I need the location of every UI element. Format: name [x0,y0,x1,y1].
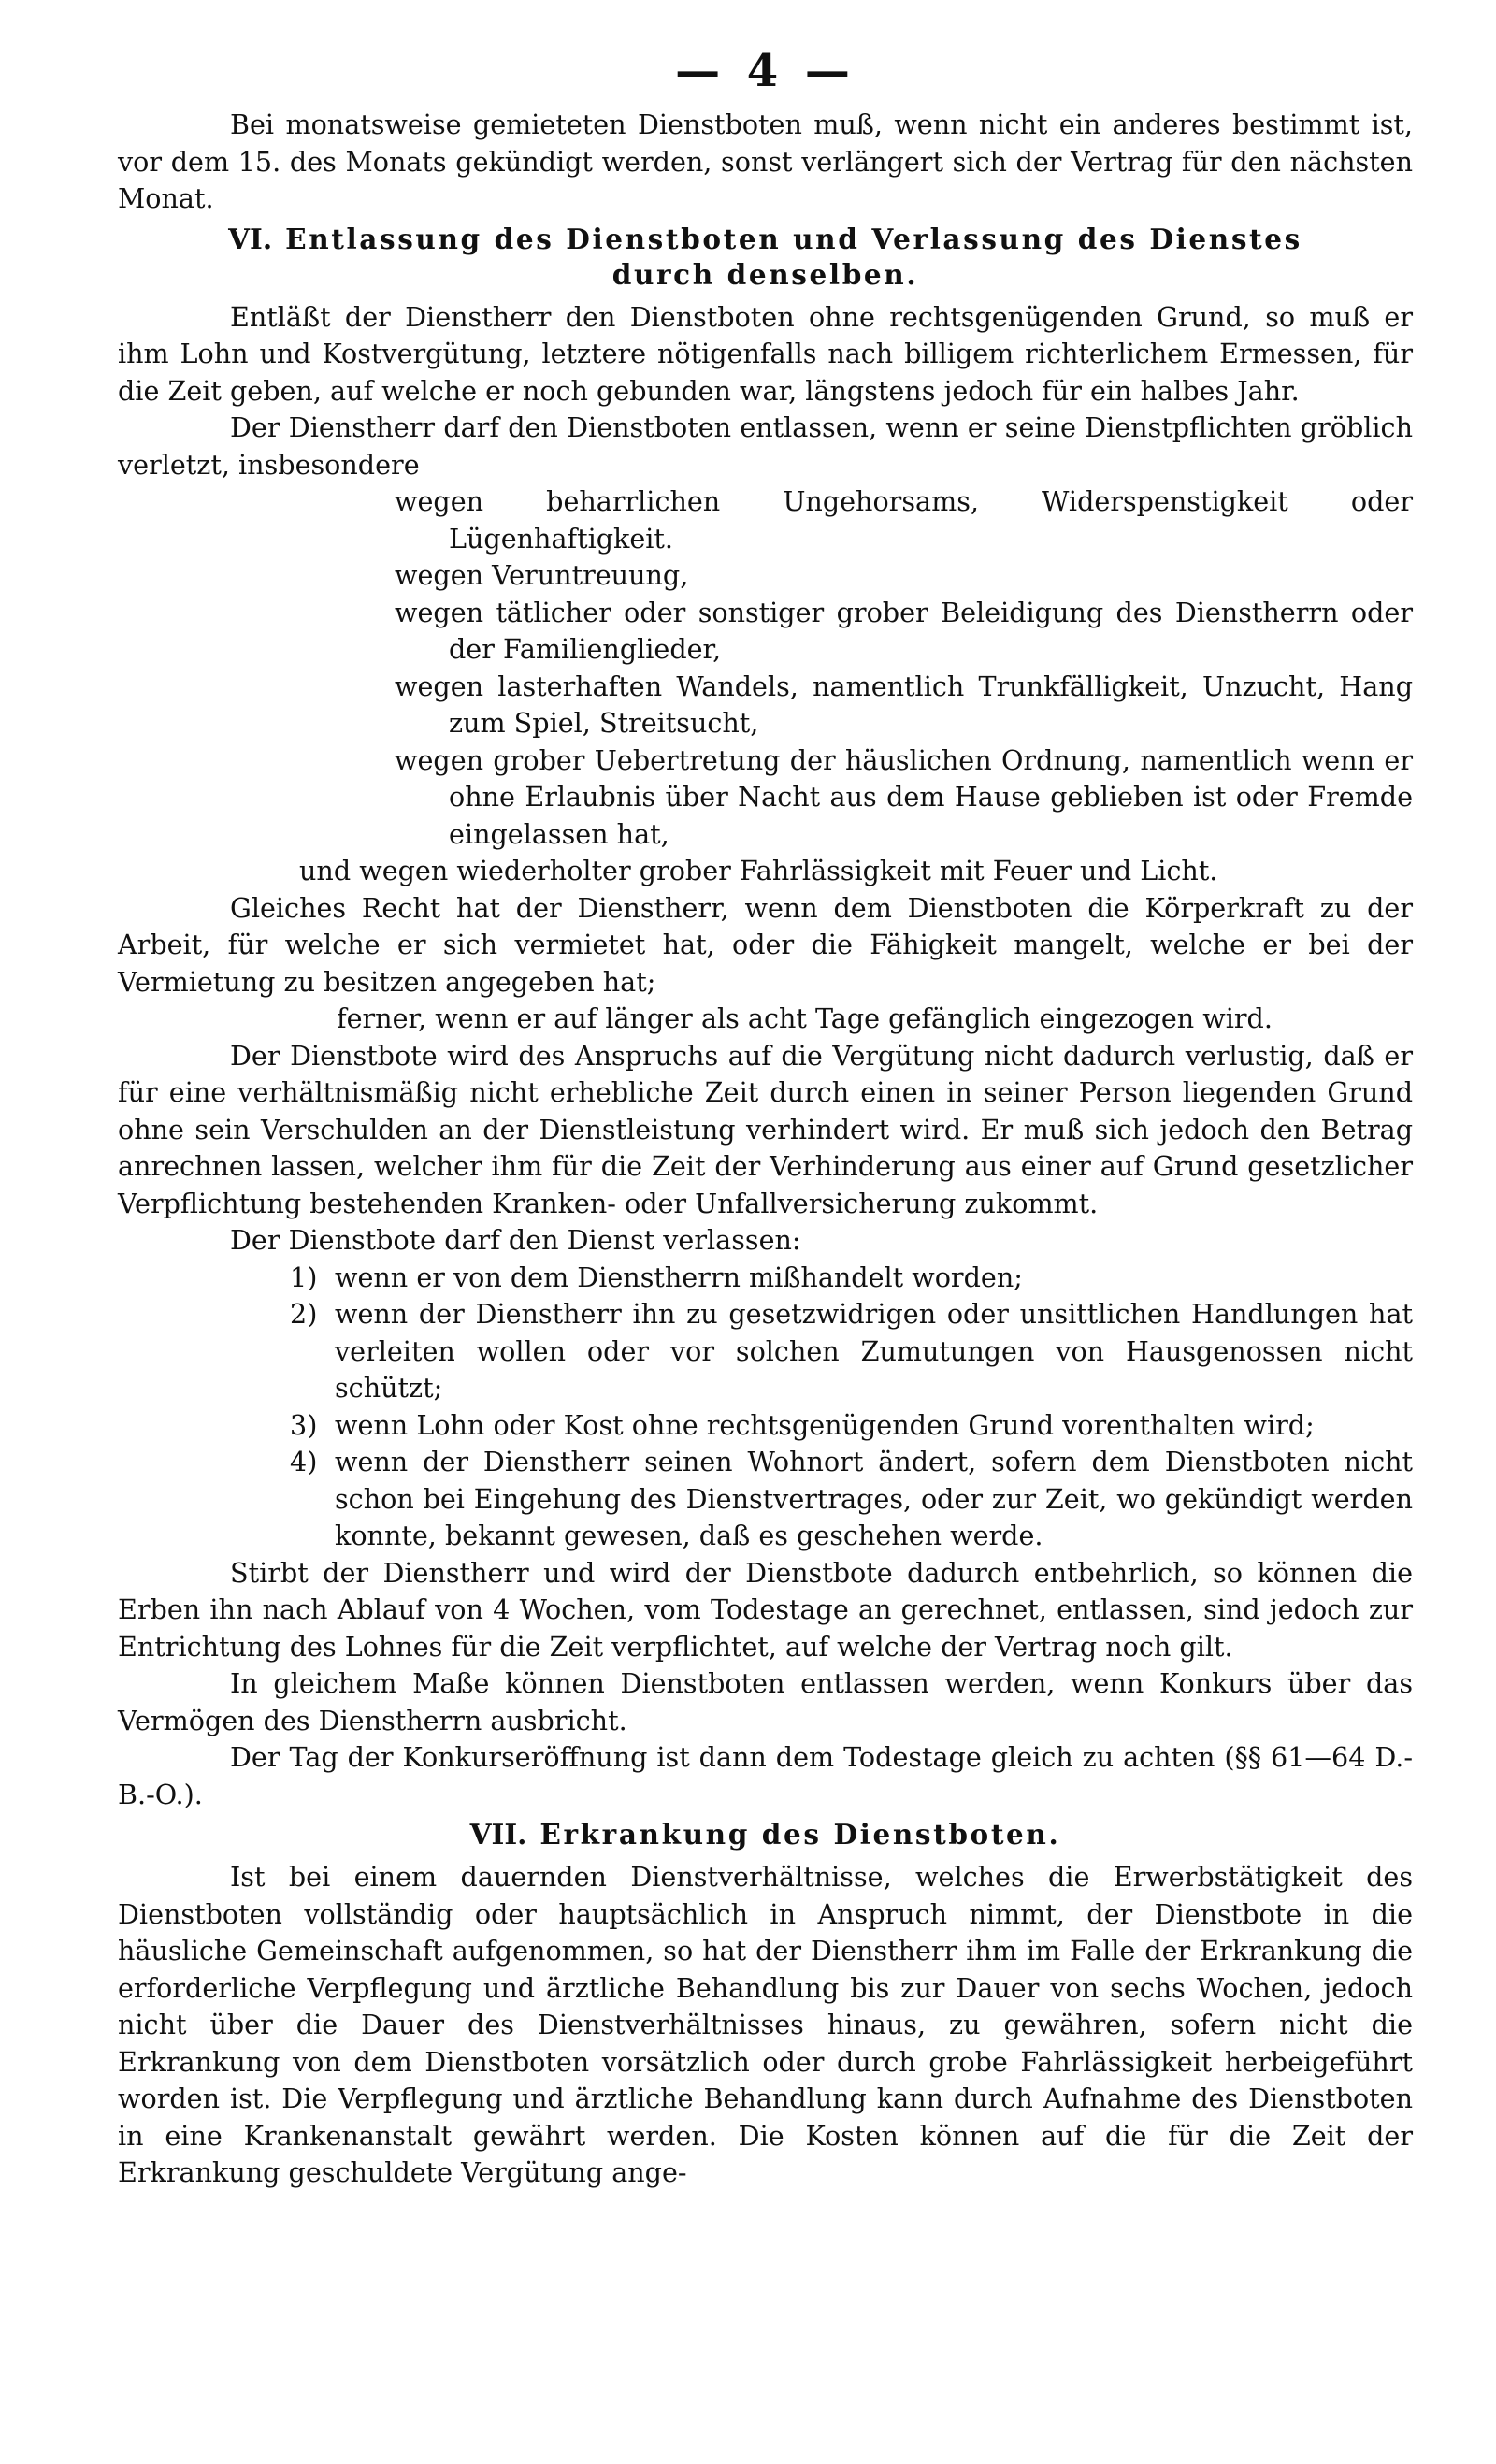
section-6-paragraph: Der Tag der Konkurseröffnung ist dann dem Todestage gleich zu achten (§§ 61—64 D.-B.-O.). [118,1741,1413,1810]
list-item-text: wenn er von dem Dienstherrn mißhandelt worden; [335,1261,1023,1293]
section-6-paragraph: Der Dienstbote wird des Anspruchs auf die Vergütung nicht dadurch verlustig, daß er für eine verhältnismäßig nicht erhebliche Zeit durch einen in seiner Person liegenden Grund ohne sein Verschulden an der Dienstleistung verhindert wird. Er muß sich jedoch den Betrag anrechnen lassen, welcher ihm für die Zeit der Verhinderung aus einer auf Grund gesetzlicher Verpflichtung bestehenden Kranken- oder Unfallversicherung zukommt. [118,1039,1413,1219]
list-number: 2) [290,1298,318,1330]
section-6-title-line1: Entlassung des Dienstboten und Verlassung des Dienstes [285,222,1302,255]
section-7-numeral: VII. [469,1818,527,1851]
section-6-paragraph: Stirbt der Dienstherr und wird der Dienstbote dadurch entbehrlich, so können die Erben ihn nach Ablauf von 4 Wochen, vom Todestage an gerechnet, entlassen, sind jedoch zur Entrichtung des Lohnes für die Zeit verpflichtet, auf welche der Vertrag noch gilt. [118,1556,1413,1663]
list-item: und wegen wiederholter grober Fahrlässigkeit mit Feuer und Licht. [299,855,1218,886]
page-number: — 4 — [675,45,856,97]
section-6-paragraph: Der Dienstbote darf den Dienst verlassen: [230,1224,801,1256]
document-page [118,45,1413,2192]
intro-paragraph: Bei monatsweise gemieteten Dienstboten muß, wenn nicht ein anderes bestimmt ist, vor dem 15. des Monats gekündigt werden, sonst verlängert sich der Vertrag für den nächsten Monat. [118,108,1413,214]
list-item: wegen grober Uebertretung der häuslichen Ordnung, namentlich wenn er ohne Erlaubnis über Nacht aus dem Hause geblieben ist oder Fremde eingelassen hat, [395,743,1413,850]
list-item [118,1296,1413,1407]
section-6-numeral: VI. [228,222,273,255]
dismissal-reasons-list [118,483,1413,890]
list-item-text: wenn der Dienstherr seinen Wohnort ändert, sofern dem Dienstboten nicht schon bei Eingehung des Dienstvertrages, oder zur Zeit, wo gekündigt werden konnte, bekannt gewesen, daß es geschehen werde. [335,1446,1413,1551]
section-6-paragraph: In gleichem Maße können Dienstboten entlassen werden, wenn Konkurs über das Vermögen des Dienstherrn ausbricht. [118,1667,1413,1736]
list-item: wegen beharrlichen Ungehorsams, Widerspenstigkeit oder Lügenhaftigkeit. [395,485,1413,555]
section-6-title-line2: durch denselben. [611,257,919,291]
list-item: wegen Veruntreuung, [395,559,689,591]
list-item [118,1407,1413,1445]
list-item-text: wenn der Dienstherr ihn zu gesetzwidrigen oder unsittlichen Handlungen hat verleiten wollen oder vor solchen Zumutungen von Hausgenossen nicht schützt; [335,1298,1413,1404]
section-7-heading [118,1817,1413,1852]
list-number: 4) [290,1446,318,1477]
list-item-text: wenn Lohn oder Kost ohne rechtsgenügenden Grund vorenthalten wird; [335,1408,1315,1441]
list-item: wegen tätlicher oder sonstiger grober Beleidigung des Dienstherrn oder der Familienglieder, [395,596,1413,665]
section-7-title: Erkrankung des Dienstboten. [539,1818,1061,1851]
section-6-paragraph: ferner, wenn er auf länger als acht Tage gefänglich eingezogen wird. [337,1002,1273,1034]
leaving-grounds-list [118,1260,1413,1555]
list-number: 1) [290,1261,318,1293]
section-6-heading [118,222,1413,293]
list-item [118,1444,1413,1555]
section-7-paragraph: Ist bei einem dauernden Dienstverhältnisse, welches die Erwerbstätigkeit des Dienstboten vollständig oder hauptsächlich in Anspruch nimmt, der Dienstbote in die häusliche Gemeinschaft aufgenommen, so hat der Dienstherr ihm im Falle der Erkrankung die erforderliche Verpflegung und ärztliche Behandlung bis zur Dauer von sechs Wochen, jedoch nicht über die Dauer des Dienstverhältnisses hinaus, zu gewähren, sofern nicht die Erkrankung von dem Dienstboten vorsätzlich oder durch grobe Fahrlässigkeit herbeigeführt worden ist. Die Verpflegung und ärztliche Behandlung kann durch Aufnahme des Dienstboten in eine Krankenanstalt gewährt werden. Die Kosten können auf die für die Zeit der Erkrankung geschuldete Vergütung ange- [118,1861,1413,2188]
list-item [118,1260,1413,1297]
section-6-paragraph: Entläßt der Dienstherr den Dienstboten ohne rechtsgenügenden Grund, so muß er ihm Lohn und Kostvergütung, letztere nötigenfalls nach billigem richterlichem Ermessen, für die Zeit geben, auf welche er noch gebunden war, längstens jedoch für ein halbes Jahr. [118,300,1413,407]
section-6-paragraph: Der Dienstherr darf den Dienstboten entlassen, wenn er seine Dienstpflichten gröblich verletzt, insbesondere [118,411,1413,481]
list-item: wegen lasterhaften Wandels, namentlich Trunkfälligkeit, Unzucht, Hang zum Spiel, Streitsucht, [395,670,1413,739]
list-number: 3) [290,1408,318,1441]
section-6-paragraph: Gleiches Recht hat der Dienstherr, wenn dem Dienstboten die Körperkraft zu der Arbeit, für welche er sich vermietet hat, oder die Fähigkeit mangelt, welche er bei der Vermietung zu besitzen angegeben hat; [118,891,1413,998]
